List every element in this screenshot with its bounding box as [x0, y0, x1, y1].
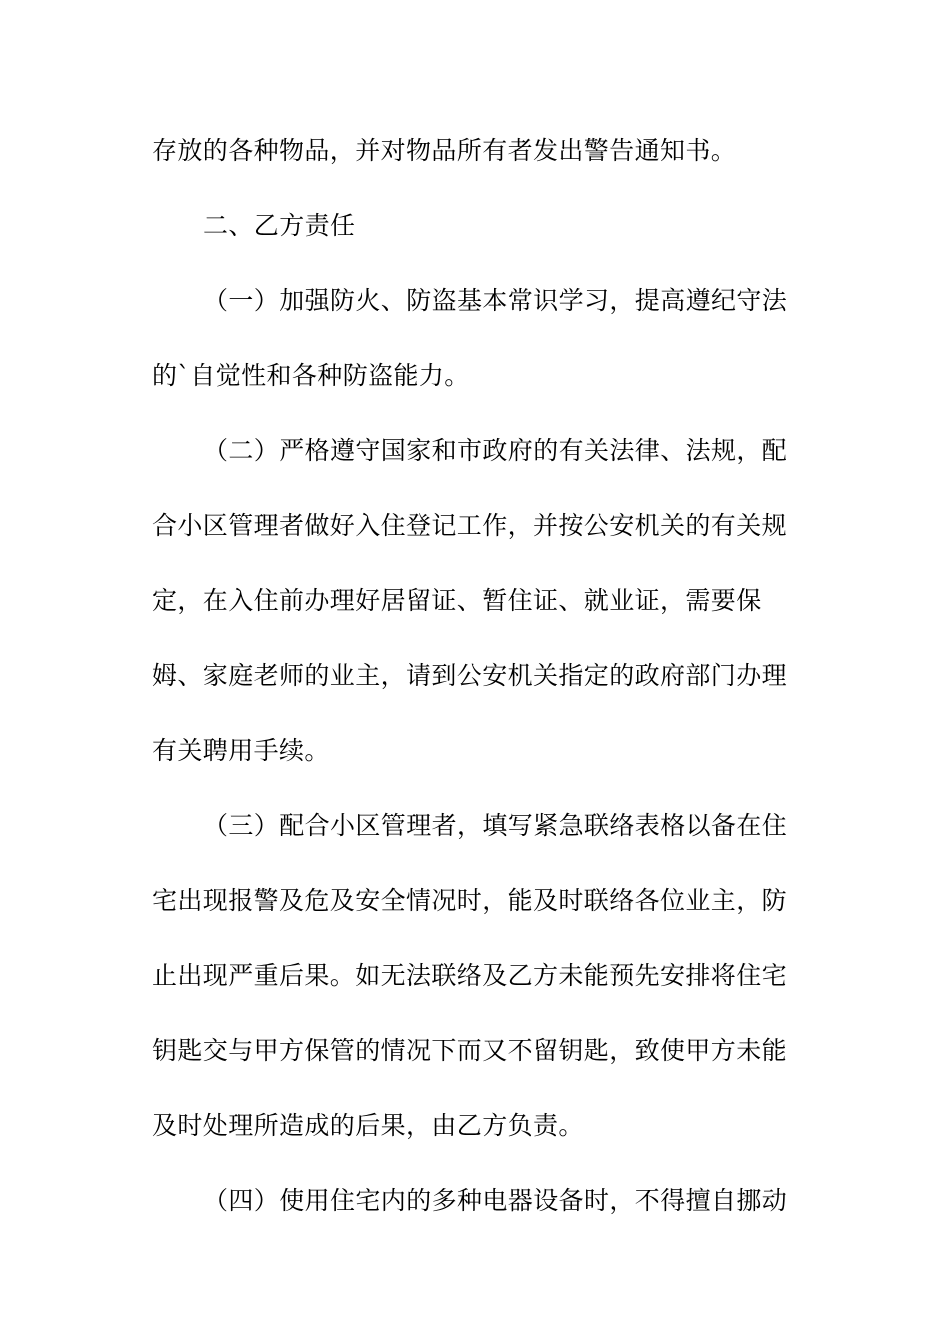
section-heading: 二、乙方责任 [203, 211, 356, 240]
text-line: （一）加强防火、防盗基本常识学习，提高遵纪守法 [203, 286, 788, 315]
text-line: 有关聘用手续。 [152, 736, 330, 765]
text-line: （三）配合小区管理者，填写紧急联络表格以备在住 [203, 811, 788, 840]
text-line: 的`自觉性和各种防盗能力。 [152, 361, 470, 390]
text-line: 止出现严重后果。如无法联络及乙方未能预先安排将住宅 [152, 961, 788, 990]
text-line: 定，在入住前办理好居留证、暂住证、就业证，需要保 [152, 586, 762, 615]
text-line: 钥匙交与甲方保管的情况下而又不留钥匙，致使甲方未能 [152, 1036, 788, 1065]
text-line: 及时处理所造成的后果，由乙方负责。 [152, 1111, 584, 1140]
text-line: 存放的各种物品，并对物品所有者发出警告通知书。 [152, 136, 737, 165]
text-line: 姆、家庭老师的业主，请到公安机关指定的政府部门办理 [152, 661, 788, 690]
text-line: 合小区管理者做好入住登记工作，并按公安机关的有关规 [152, 511, 788, 540]
text-line: （四）使用住宅内的多种电器设备时，不得擅自挪动 [203, 1186, 788, 1215]
text-line: （二）严格遵守国家和市政府的有关法律、法规，配 [203, 436, 788, 465]
text-line: 宅出现报警及危及安全情况时，能及时联络各位业主，防 [152, 886, 788, 915]
